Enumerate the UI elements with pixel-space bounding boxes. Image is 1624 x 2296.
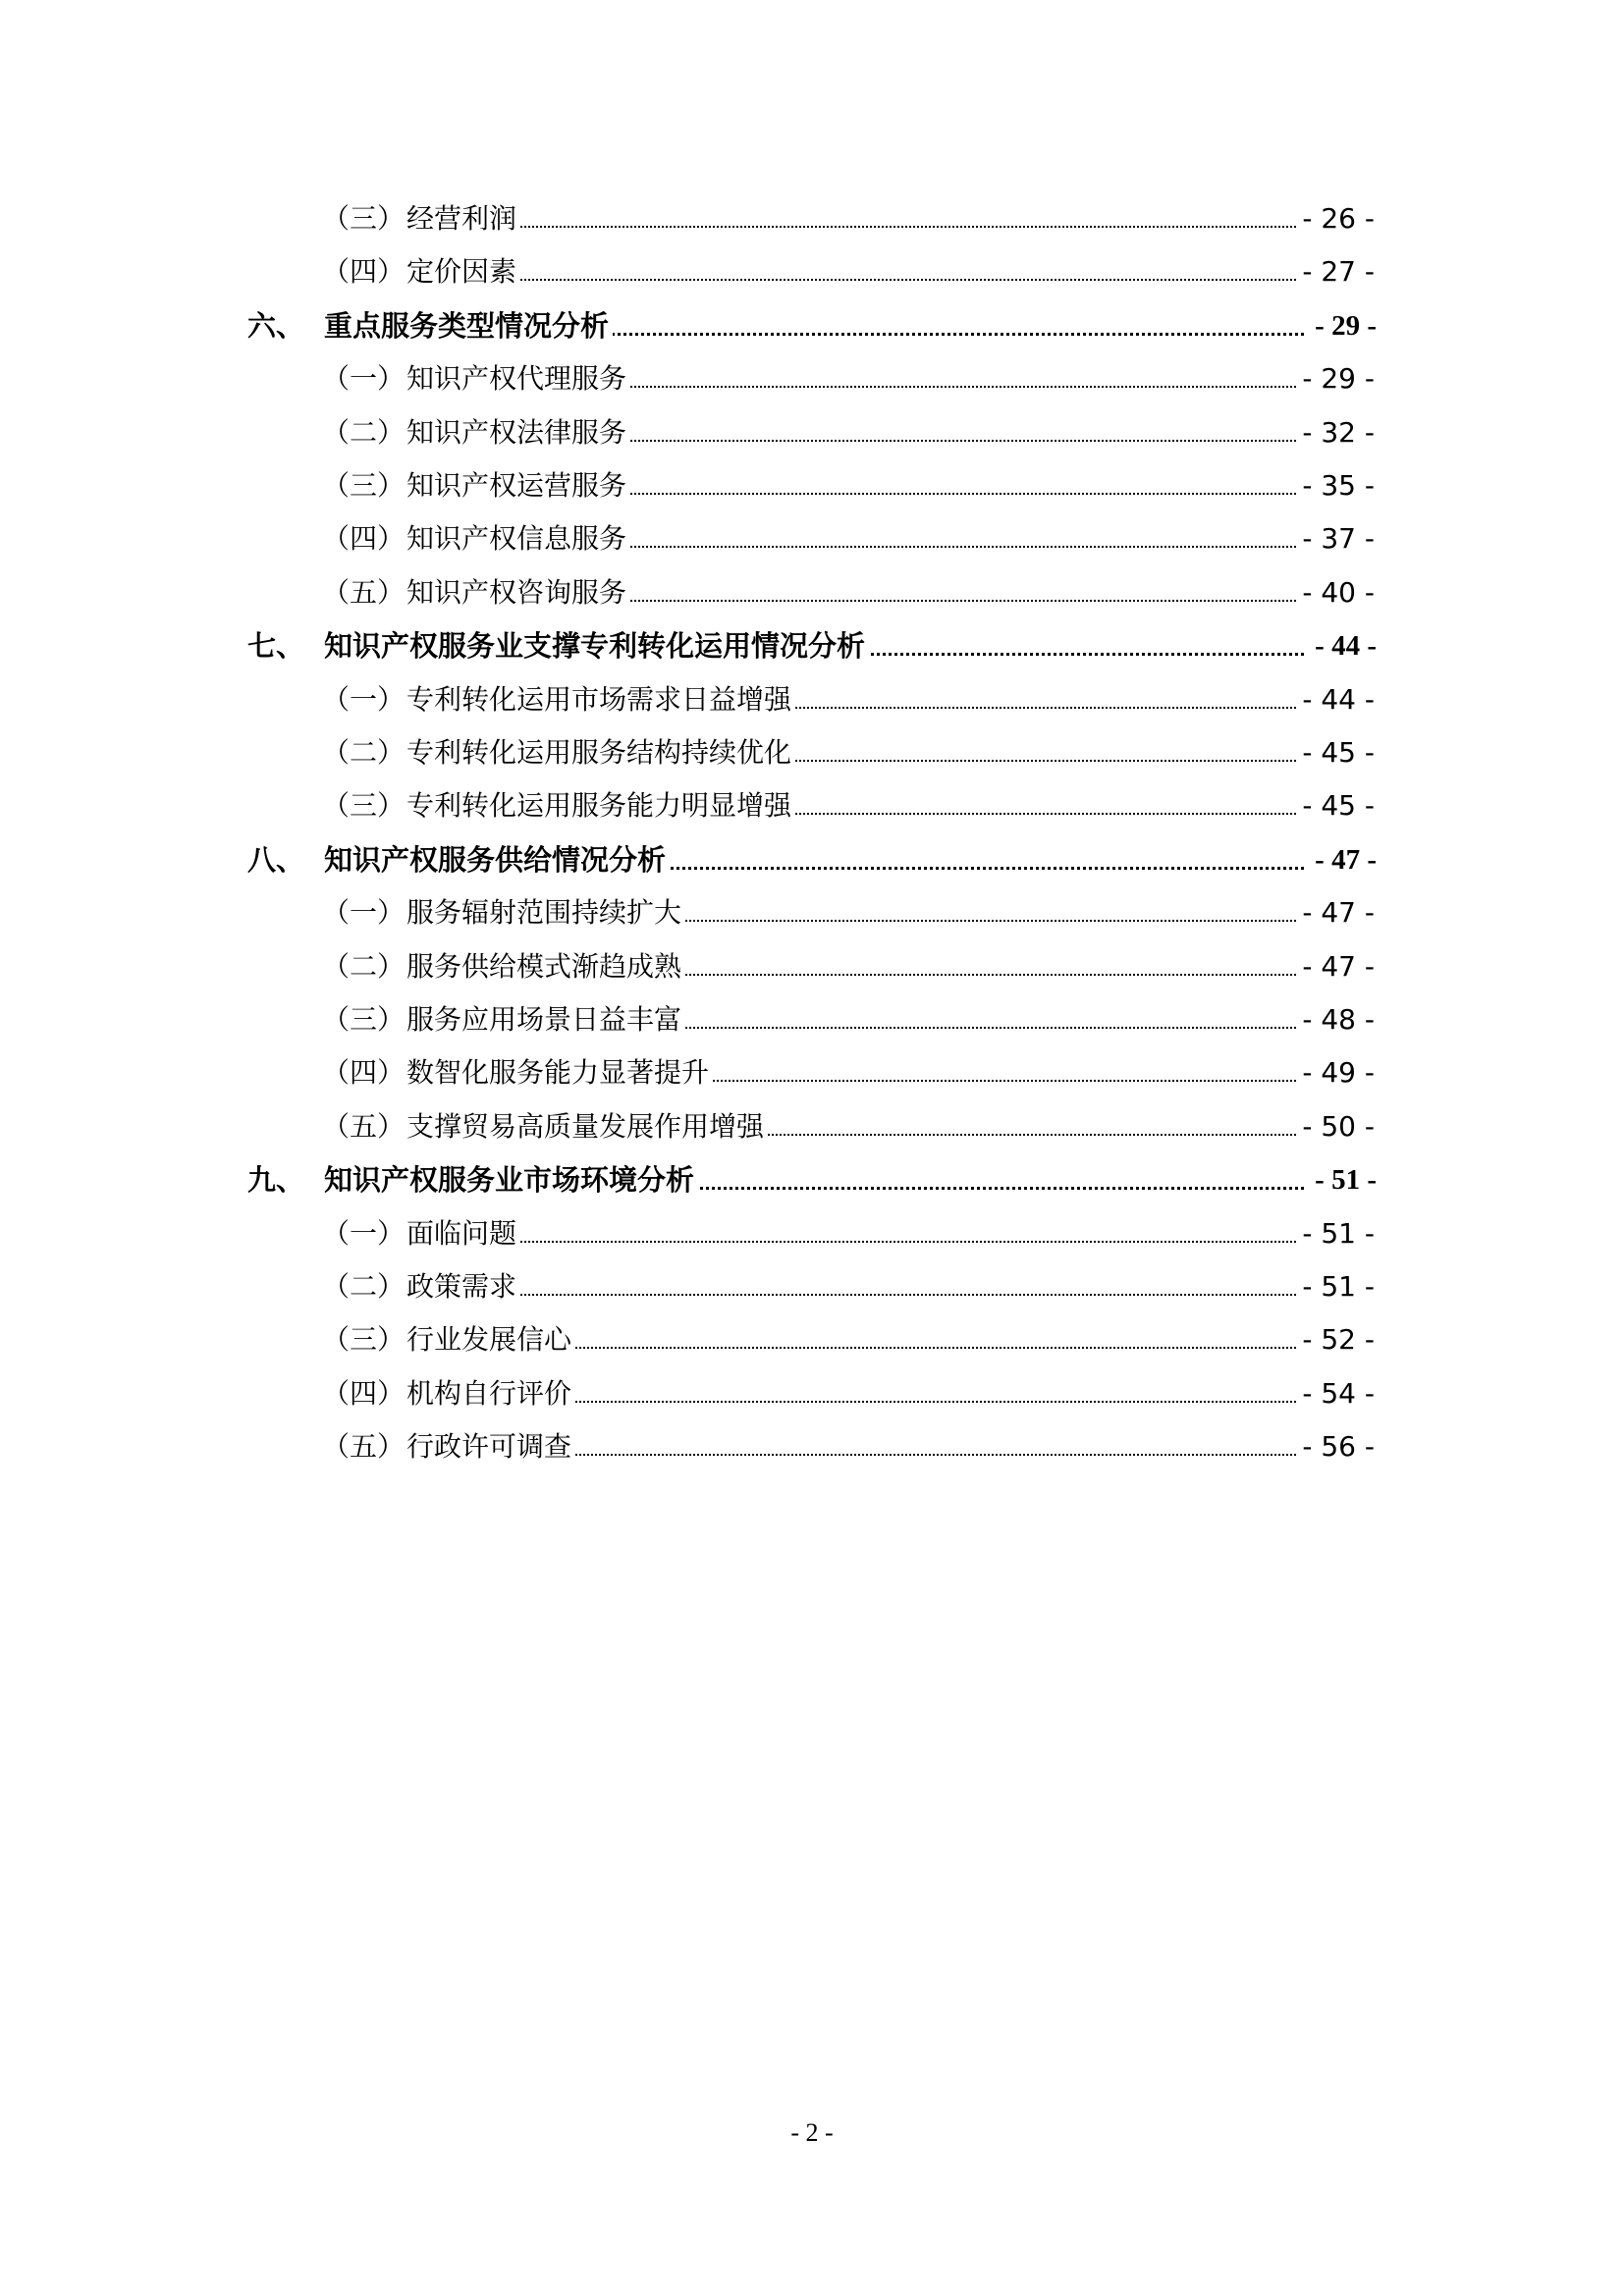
toc-entry-number: （三） (322, 202, 406, 235)
toc-entry-number: 九、 (247, 1163, 305, 1198)
toc-entry-number: 八、 (247, 842, 305, 877)
toc-entry-title: 专利转化运用服务能力明显增强 (406, 786, 795, 826)
toc-entry-page-number: - 47 - (1298, 947, 1375, 987)
toc-entry-page-number: - 51 - (1311, 1160, 1377, 1200)
toc-entry-page-number: - 40 - (1298, 573, 1375, 613)
toc-chapter-entry[interactable] (0, 306, 1624, 346)
toc-entry-page-number: - 26 - (1298, 199, 1375, 239)
toc-chapter-entry[interactable] (0, 840, 1624, 880)
toc-dot-leader (589, 333, 1304, 336)
toc-entry-title: 机构自行评价 (406, 1374, 575, 1414)
toc-entry-title: 政策需求 (406, 1267, 520, 1307)
toc-entry-number: （一） (322, 362, 406, 396)
toc-entry-title: 知识产权代理服务 (406, 359, 630, 399)
toc-entry-number: （五） (322, 1109, 406, 1143)
toc-entry-title: 知识产权运营服务 (406, 466, 630, 506)
toc-section-entry[interactable] (0, 413, 1624, 453)
toc-entry-title: 知识产权咨询服务 (406, 573, 630, 613)
toc-section-entry[interactable] (0, 1000, 1624, 1040)
toc-entry-page-number: - 44 - (1298, 680, 1375, 720)
toc-entry-number: （五） (322, 1430, 406, 1464)
toc-entry-number: 七、 (247, 629, 305, 664)
toc-entry-page-number: - 47 - (1311, 840, 1377, 880)
toc-dot-leader (520, 546, 1304, 548)
toc-entry-title: 知识产权信息服务 (406, 519, 630, 559)
toc-dot-leader (520, 386, 1304, 388)
toc-entry-title: 数智化服务能力显著提升 (406, 1053, 713, 1093)
toc-entry-title: 行业发展信心 (406, 1320, 575, 1360)
toc-section-entry[interactable] (0, 733, 1624, 773)
toc-entry-title: 知识产权服务业支撑专利转化运用情况分析 (324, 626, 869, 666)
toc-entry-number: （一） (322, 1216, 406, 1250)
toc-dot-leader (520, 1401, 1304, 1403)
toc-section-entry[interactable] (0, 359, 1624, 399)
toc-entry-number: （一） (322, 896, 406, 930)
toc-dot-leader (520, 1454, 1304, 1456)
toc-entry-number: （二） (322, 1270, 406, 1303)
toc-entry-number: （四） (322, 255, 406, 289)
toc-entry-title: 定价因素 (406, 252, 520, 292)
toc-section-entry[interactable] (0, 680, 1624, 720)
toc-entry-number: （五） (322, 575, 406, 609)
toc-section-entry[interactable] (0, 1053, 1624, 1093)
toc-entry-number: （二） (322, 736, 406, 769)
toc-entry-page-number: - 54 - (1298, 1374, 1375, 1414)
toc-entry-title: 知识产权服务供给情况分析 (324, 840, 670, 880)
toc-dot-leader (520, 440, 1304, 442)
toc-dot-leader (520, 1241, 1304, 1243)
toc-entry-page-number: - 29 - (1311, 306, 1377, 346)
toc-section-entry[interactable] (0, 1427, 1624, 1467)
toc-entry-title: 服务辐射范围持续扩大 (406, 893, 685, 933)
toc-dot-leader (520, 279, 1304, 281)
toc-entry-number: （一） (322, 682, 406, 716)
toc-section-entry[interactable] (0, 893, 1624, 933)
toc-entry-page-number: - 45 - (1298, 786, 1375, 826)
toc-entry-page-number: - 45 - (1298, 733, 1375, 773)
toc-section-entry[interactable] (0, 1214, 1624, 1254)
toc-entry-number: （三） (322, 469, 406, 502)
toc-entry-title: 知识产权服务业市场环境分析 (324, 1160, 698, 1200)
toc-entry-number: 六、 (247, 308, 305, 343)
toc-chapter-entry[interactable] (0, 626, 1624, 666)
toc-entry-page-number: - 35 - (1298, 466, 1375, 506)
toc-entry-number: （四） (322, 1056, 406, 1090)
toc-entry-page-number: - 44 - (1311, 626, 1377, 666)
toc-entry-page-number: - 32 - (1298, 413, 1375, 453)
toc-entry-title: 行政许可调查 (406, 1427, 575, 1467)
toc-entry-title: 服务供给模式渐趋成熟 (406, 947, 685, 987)
toc-entry-page-number: - 48 - (1298, 1000, 1375, 1040)
toc-entry-number: （四） (322, 1376, 406, 1410)
toc-section-entry[interactable] (0, 199, 1624, 239)
toc-entry-page-number: - 51 - (1298, 1214, 1375, 1254)
toc-entry-page-number: - 52 - (1298, 1320, 1375, 1360)
toc-entry-page-number: - 50 - (1298, 1107, 1375, 1147)
toc-section-entry[interactable] (0, 1267, 1624, 1307)
toc-entry-number: （三） (322, 1003, 406, 1036)
toc-dot-leader (520, 1294, 1304, 1296)
toc-entry-page-number: - 27 - (1298, 252, 1375, 292)
toc-section-entry[interactable] (0, 466, 1624, 506)
toc-entry-number: （四） (322, 522, 406, 556)
toc-dot-leader (520, 1347, 1304, 1349)
page-number: - 2 - (790, 2118, 834, 2147)
toc-entry-page-number: - 56 - (1298, 1427, 1375, 1467)
toc-entry-number: （三） (322, 789, 406, 823)
toc-entry-title: 支撑贸易高质量发展作用增强 (406, 1107, 768, 1147)
toc-entry-title: 专利转化运用市场需求日益增强 (406, 680, 795, 720)
toc-section-entry[interactable] (0, 1107, 1624, 1147)
toc-entry-page-number: - 47 - (1298, 893, 1375, 933)
toc-entry-number: （二） (322, 949, 406, 983)
toc-section-entry[interactable] (0, 1374, 1624, 1414)
toc-chapter-entry[interactable] (0, 1160, 1624, 1200)
toc-section-entry[interactable] (0, 947, 1624, 987)
toc-entry-title: 经营利润 (406, 199, 520, 239)
toc-entry-page-number: - 37 - (1298, 519, 1375, 559)
toc-section-entry[interactable] (0, 252, 1624, 292)
toc-entry-title: 知识产权法律服务 (406, 413, 630, 453)
toc-dot-leader (520, 493, 1304, 495)
toc-entry-page-number: - 49 - (1298, 1053, 1375, 1093)
toc-dot-leader (520, 600, 1304, 602)
toc-entry-page-number: - 51 - (1298, 1267, 1375, 1307)
toc-section-entry[interactable] (0, 1320, 1624, 1360)
toc-entry-number: （二） (322, 415, 406, 449)
toc-dot-leader (589, 867, 1304, 870)
toc-entry-title: 面临问题 (406, 1214, 520, 1254)
toc-section-entry[interactable] (0, 786, 1624, 826)
toc-entry-title: 服务应用场景日益丰富 (406, 1000, 685, 1040)
toc-entry-number: （三） (322, 1323, 406, 1357)
toc-section-entry[interactable] (0, 573, 1624, 613)
toc-entry-title: 专利转化运用服务结构持续优化 (406, 733, 795, 773)
toc-entry-page-number: - 29 - (1298, 359, 1375, 399)
toc-section-entry[interactable] (0, 519, 1624, 559)
toc-entry-title: 重点服务类型情况分析 (324, 306, 613, 346)
toc-dot-leader (520, 226, 1304, 228)
